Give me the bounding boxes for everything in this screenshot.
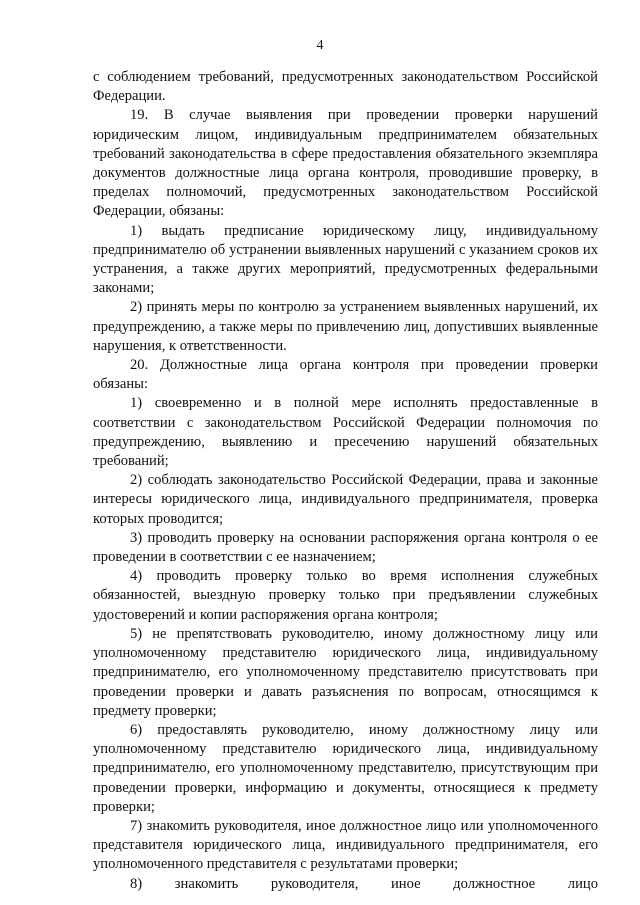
paragraph-clause-20-item-3: 3) проводить проверку на основании распоряжения органа контроля о ее проведении в соответствии с ее назначением; [93,529,598,566]
paragraph-clause-20-item-7: 7) знакомить руководителя, иное должностное лицо или уполномоченного представителя юридического лица, индивидуального предпринимателя, его уполномоченного представителя с результатами проверки; [93,817,598,873]
paragraph-clause-20-item-1: 1) своевременно и в полной мере исполнять предоставленные в соответствии с законодательством Российской Федерации полномочия по предупреждению, выявлению и пресечению нарушений обязательных требований; [93,395,598,470]
paragraph-clause-19: 19. В случае выявления при проведении проверки нарушений юридическим лицом, индивидуальным предпринимателем обязательных требований законодательства в сфере предоставления обязательного экземпляра документов должностные лица органа контроля, проводившие проверку, в пределах полномочий, предусмотренных законодательством Российской Федерации, обязаны: [93,107,598,220]
paragraph-continuation: с соблюдением требований, предусмотренных законодательством Российской Федерации. [93,69,598,105]
paragraph-clause-20-item-8: 8) знакомить руководителя, иное должностное лицо [130,875,598,892]
document-body [93,68,598,894]
paragraph-clause-20-item-5: 5) не препятствовать руководителю, иному должностному лицу или уполномоченному представителю юридического лица, индивидуальному предпринимателю, его уполномоченному представителю присутствовать при проведении проверки и давать разъяснения по вопросам, относящимся к предмету проверки; [93,625,598,719]
paragraph-clause-20: 20. Должностные лица органа контроля при проведении проверки обязаны: [93,357,598,393]
paragraph-clause-19-item-2: 2) принять меры по контролю за устранением выявленных нарушений, их предупреждению, а также меры по привлечению лиц, допустивших выявленные нарушения, к ответственности. [93,299,598,354]
page-number: 4 [316,38,324,53]
paragraph-clause-20-item-4: 4) проводить проверку только во время исполнения служебных обязанностей, выездную проверку только при предъявлении служебных удостоверений и копии распоряжения органа контроля; [93,568,598,623]
paragraph-clause-20-item-6: 6) предоставлять руководителю, иному должностному лицу или уполномоченному представителю юридического лица, индивидуальному предпринимателю, его уполномоченному представителю, присутствующим при проведении проверки, информацию и документы, относящиеся к предмету проверки; [93,721,598,815]
paragraph-clause-20-item-2: 2) соблюдать законодательство Российской Федерации, права и законные интересы юридического лица, индивидуального предпринимателя, проверка которых проводится; [93,472,598,527]
paragraph-clause-19-item-1: 1) выдать предписание юридическому лицу, индивидуальному предпринимателю об устранении выявленных нарушений с указанием сроков их устранения, а также других мероприятий, предусмотренных федеральными законами; [93,222,598,297]
